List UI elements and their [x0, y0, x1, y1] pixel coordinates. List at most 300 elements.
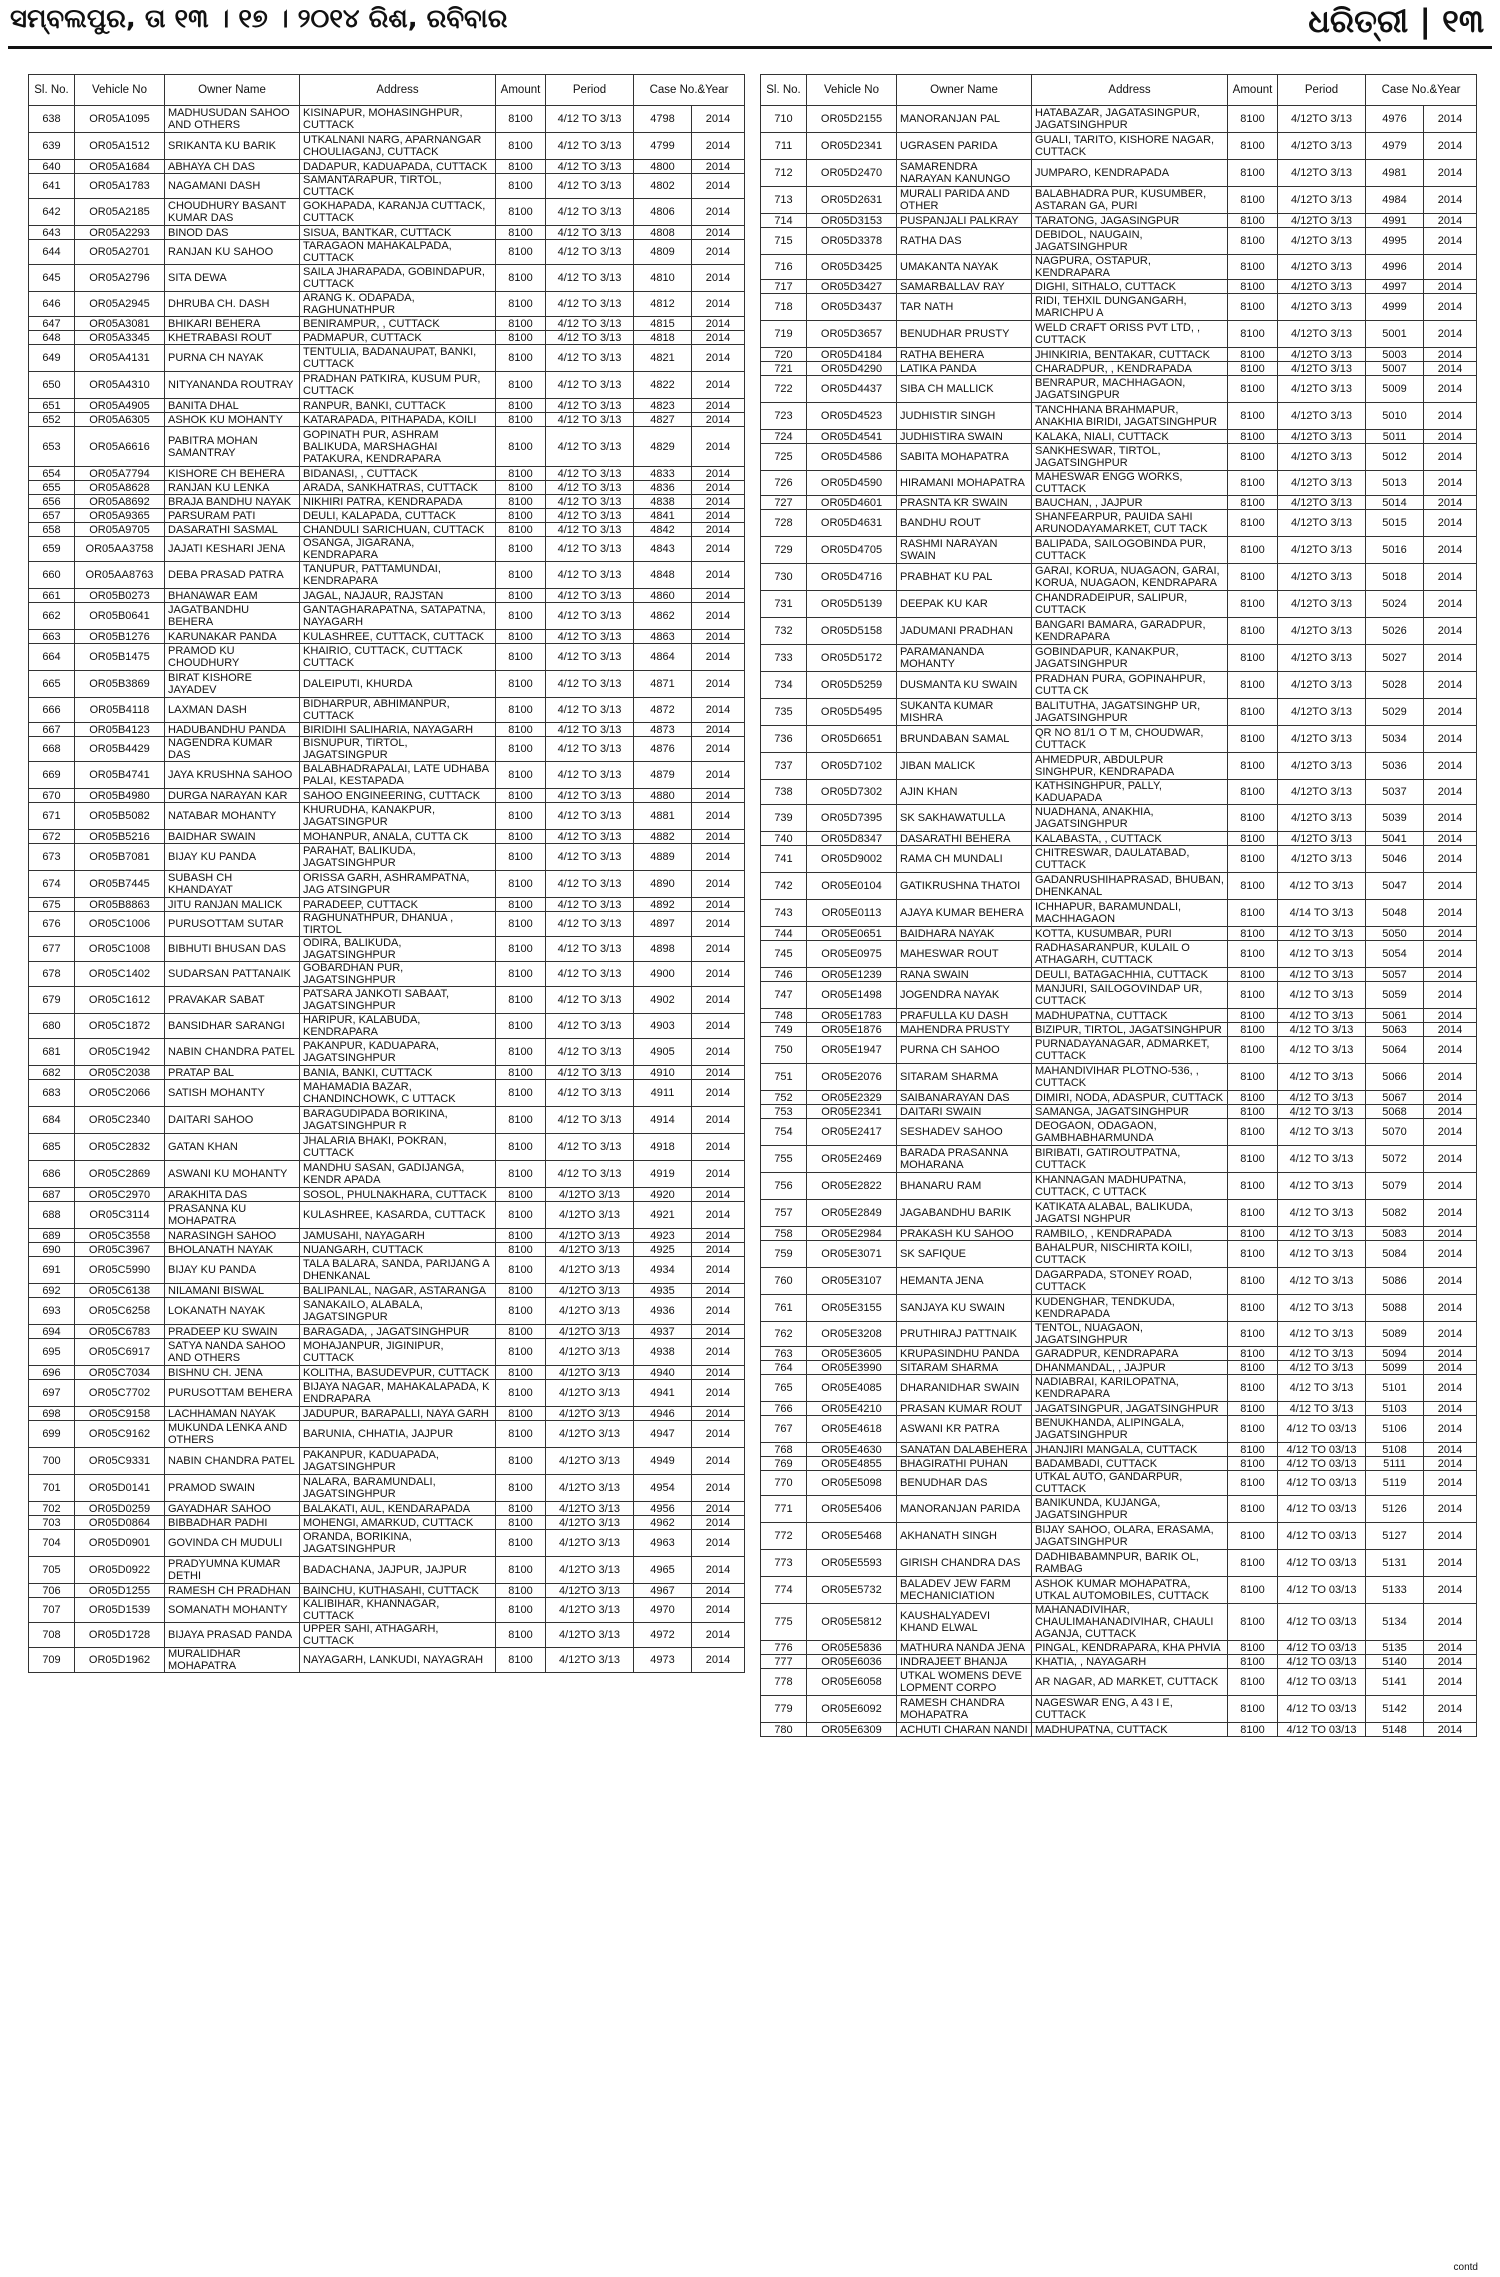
vehicle-cell: OR05C9162 [75, 1421, 165, 1448]
table-row [29, 1161, 745, 1188]
table-row [29, 1421, 745, 1448]
vehicle-cell: OR05E1239 [807, 968, 897, 982]
vehicle-cell: OR05E3107 [807, 1268, 897, 1295]
vehicle-cell: OR05D3437 [807, 294, 897, 321]
address-cell: TANCHHANA BRAHMAPUR, ANAKHIA BIRIDI, JAGATSINGHPUR [1032, 403, 1228, 430]
year-cell: 2014 [1424, 430, 1477, 444]
period-cell: 4/12 TO 3/13 [546, 331, 634, 345]
table-row [761, 510, 1477, 537]
header-owner: Owner Name [897, 75, 1032, 106]
amount-cell: 8100 [1228, 1496, 1278, 1523]
owner-cell: JAYA KRUSHNA SAHOO [165, 762, 300, 789]
address-cell: BALIPADA, SAILOGOBINDA PUR, CUTTACK [1032, 537, 1228, 564]
case-no-cell: 4827 [634, 413, 692, 427]
table-row [761, 214, 1477, 228]
period-cell: 4/12TO 3/13 [1278, 726, 1366, 753]
sl-cell: 638 [29, 106, 75, 133]
owner-cell: ABHAYA CH DAS [165, 160, 300, 174]
case-no-cell: 5050 [1366, 927, 1424, 941]
period-cell: 4/12TO 3/13 [546, 1516, 634, 1530]
year-cell: 2014 [1424, 1268, 1477, 1295]
table-row [29, 160, 745, 174]
address-cell: MANDHU SASAN, GADIJANGA, KENDR APADA [300, 1161, 496, 1188]
period-cell: 4/12TO 3/13 [1278, 564, 1366, 591]
amount-cell: 8100 [1228, 496, 1278, 510]
case-no-cell: 5099 [1366, 1361, 1424, 1375]
table-row [29, 737, 745, 762]
amount-cell: 8100 [496, 537, 546, 562]
table-row [761, 1091, 1477, 1105]
address-cell: KALAKA, NIALI, CUTTACK [1032, 430, 1228, 444]
amount-cell: 8100 [496, 265, 546, 292]
owner-cell: NAGAMANI DASH [165, 174, 300, 199]
period-cell: 4/12 TO 3/13 [546, 1080, 634, 1107]
address-cell: BENIRAMPUR, , CUTTACK [300, 317, 496, 331]
owner-cell: DURGA NARAYAN KAR [165, 789, 300, 803]
sl-cell: 738 [761, 780, 807, 805]
amount-cell: 8100 [496, 399, 546, 413]
vehicle-cell: OR05C1942 [75, 1039, 165, 1066]
owner-cell: UMAKANTA NAYAK [897, 255, 1032, 280]
owner-cell: HEMANTA JENA [897, 1268, 1032, 1295]
amount-cell: 8100 [1228, 1295, 1278, 1322]
sl-cell: 710 [761, 106, 807, 133]
amount-cell: 8100 [496, 589, 546, 603]
year-cell: 2014 [1424, 1471, 1477, 1496]
address-cell: KALIBIHAR, KHANNAGAR, CUTTACK [300, 1598, 496, 1623]
address-cell: SANAKAILO, ALABALA, JAGATSINGPUR [300, 1298, 496, 1325]
vehicle-cell: OR05D4631 [807, 510, 897, 537]
owner-cell: DEBA PRASAD PATRA [165, 562, 300, 589]
address-cell: AR NAGAR, AD MARKET, CUTTACK [1032, 1669, 1228, 1696]
address-cell: KUDENGHAR, TENDKUDA, KENDRAPADA [1032, 1295, 1228, 1322]
vehicle-cell: OR05D4586 [807, 444, 897, 471]
year-cell: 2014 [1424, 348, 1477, 362]
table-row [761, 280, 1477, 294]
period-cell: 4/12TO 3/13 [1278, 321, 1366, 348]
year-cell: 2014 [692, 345, 745, 372]
address-cell: AHMEDPUR, ABDULPUR SINGHPUR, KENDRAPADA [1032, 753, 1228, 780]
sl-cell: 755 [761, 1146, 807, 1173]
amount-cell: 8100 [496, 723, 546, 737]
address-cell: GOPINATH PUR, ASHRAM BALIKUDA, MARSHAGHAI PATAKURA, KENDRAPARA [300, 427, 496, 467]
period-cell: 4/12 TO 3/13 [546, 523, 634, 537]
amount-cell: 8100 [1228, 1723, 1278, 1737]
case-no-cell: 4956 [634, 1502, 692, 1516]
case-no-cell: 4800 [634, 160, 692, 174]
vehicle-cell: OR05E2849 [807, 1200, 897, 1227]
amount-cell: 8100 [496, 603, 546, 630]
table-row [29, 1188, 745, 1202]
period-cell: 4/14 TO 3/13 [1278, 900, 1366, 927]
sl-cell: 660 [29, 562, 75, 589]
amount-cell: 8100 [1228, 1696, 1278, 1723]
amount-cell: 8100 [496, 830, 546, 844]
amount-cell: 8100 [1228, 1361, 1278, 1375]
amount-cell: 8100 [1228, 537, 1278, 564]
table-row [29, 1039, 745, 1066]
sl-cell: 724 [761, 430, 807, 444]
case-no-cell: 5134 [1366, 1604, 1424, 1641]
address-cell: DAGARPADA, STONEY ROAD, CUTTACK [1032, 1268, 1228, 1295]
sl-cell: 639 [29, 133, 75, 160]
table-row [29, 240, 745, 265]
year-cell: 2014 [692, 1530, 745, 1557]
year-cell: 2014 [692, 160, 745, 174]
table-row [761, 1064, 1477, 1091]
sl-cell: 699 [29, 1421, 75, 1448]
sl-cell: 743 [761, 900, 807, 927]
amount-cell: 8100 [496, 1407, 546, 1421]
year-cell: 2014 [692, 1502, 745, 1516]
table-row [29, 562, 745, 589]
sl-cell: 649 [29, 345, 75, 372]
amount-cell: 8100 [496, 562, 546, 589]
sl-cell: 750 [761, 1037, 807, 1064]
table-row [761, 537, 1477, 564]
case-no-cell: 5064 [1366, 1037, 1424, 1064]
owner-cell: SAMARBALLAV RAY [897, 280, 1032, 294]
sl-cell: 696 [29, 1366, 75, 1380]
address-cell: JHANJIRI MANGALA, CUTTACK [1032, 1443, 1228, 1457]
year-cell: 2014 [692, 1516, 745, 1530]
owner-cell: ASWANI KU MOHANTY [165, 1161, 300, 1188]
owner-cell: PRADEEP KU SWAIN [165, 1325, 300, 1339]
sl-cell: 669 [29, 762, 75, 789]
address-cell: MOHANPUR, ANALA, CUTTA CK [300, 830, 496, 844]
address-cell: JAGAL, NAJAUR, RAJSTAN [300, 589, 496, 603]
vehicle-cell: OR05E1876 [807, 1023, 897, 1037]
address-cell: JAMUSAHI, NAYAGARH [300, 1229, 496, 1243]
year-cell: 2014 [1424, 1375, 1477, 1402]
case-no-cell: 4836 [634, 481, 692, 495]
amount-cell: 8100 [1228, 753, 1278, 780]
table-row [761, 1723, 1477, 1737]
year-cell: 2014 [1424, 1696, 1477, 1723]
owner-cell: BANDHU ROUT [897, 510, 1032, 537]
amount-cell: 8100 [496, 1014, 546, 1039]
owner-cell: NITYANANDA ROUTRAY [165, 372, 300, 399]
case-no-cell: 4871 [634, 671, 692, 698]
page-header [0, 0, 1500, 52]
period-cell: 4/12 TO 3/13 [546, 345, 634, 372]
amount-cell: 8100 [1228, 430, 1278, 444]
sl-cell: 704 [29, 1530, 75, 1557]
address-cell: BIRIBATI, GATIROUTPATNA, CUTTACK [1032, 1146, 1228, 1173]
address-cell: BALABHADRAPALAI, LATE UDHABA PALAI, KESTAPADA [300, 762, 496, 789]
sl-cell: 720 [761, 348, 807, 362]
period-cell: 4/12 TO 3/13 [546, 537, 634, 562]
vehicle-cell: OR05D4590 [807, 471, 897, 496]
case-no-cell: 4802 [634, 174, 692, 199]
table-row [29, 1598, 745, 1623]
address-cell: NAYAGARH, LANKUDI, NAYAGRAH [300, 1648, 496, 1673]
owner-cell: SUDARSAN PATTANAIK [165, 962, 300, 987]
period-cell: 4/12TO 3/13 [1278, 376, 1366, 403]
year-cell: 2014 [1424, 1577, 1477, 1604]
amount-cell: 8100 [1228, 672, 1278, 699]
address-cell: KATIKATA ALABAL, BALIKUDA, JAGATSI NGHPUR [1032, 1200, 1228, 1227]
year-cell: 2014 [1424, 1550, 1477, 1577]
owner-cell: RANA SWAIN [897, 968, 1032, 982]
amount-cell: 8100 [1228, 832, 1278, 846]
case-no-cell: 5001 [1366, 321, 1424, 348]
period-cell: 4/12 TO 3/13 [546, 481, 634, 495]
case-no-cell: 5054 [1366, 941, 1424, 968]
address-cell: KOTTA, KUSUMBAR, PURI [1032, 927, 1228, 941]
case-no-cell: 4920 [634, 1188, 692, 1202]
vehicle-cell: OR05A8628 [75, 481, 165, 495]
table-row [761, 1200, 1477, 1227]
address-cell: PINGAL, KENDRAPARA, KHA PHVIA [1032, 1641, 1228, 1655]
period-cell: 4/12TO 3/13 [1278, 672, 1366, 699]
year-cell: 2014 [1424, 1146, 1477, 1173]
table-row [761, 1173, 1477, 1200]
period-cell: 4/12TO 3/13 [1278, 645, 1366, 672]
period-cell: 4/12TO 3/13 [546, 1298, 634, 1325]
period-cell: 4/12TO 3/13 [1278, 348, 1366, 362]
case-no-cell: 4892 [634, 898, 692, 912]
owner-cell: SAIBANARAYAN DAS [897, 1091, 1032, 1105]
owner-cell: RATHA BEHERA [897, 348, 1032, 362]
table-row [761, 1402, 1477, 1416]
owner-cell: BANSIDHAR SARANGI [165, 1014, 300, 1039]
sl-cell: 719 [761, 321, 807, 348]
vehicle-cell: OR05C2869 [75, 1161, 165, 1188]
amount-cell: 8100 [1228, 1641, 1278, 1655]
amount-cell: 8100 [496, 331, 546, 345]
year-cell: 2014 [1424, 1105, 1477, 1119]
year-cell: 2014 [1424, 780, 1477, 805]
case-no-cell: 5028 [1366, 672, 1424, 699]
address-cell: KISINAPUR, MOHASINGHPUR, CUTTACK [300, 106, 496, 133]
case-no-cell: 4864 [634, 644, 692, 671]
period-cell: 4/12 TO 03/13 [1278, 1496, 1366, 1523]
amount-cell: 8100 [496, 509, 546, 523]
owner-cell: BAIDHARA NAYAK [897, 927, 1032, 941]
case-no-cell: 5037 [1366, 780, 1424, 805]
address-cell: MAHESWAR ENGG WORKS, CUTTACK [1032, 471, 1228, 496]
table-row [761, 1361, 1477, 1375]
year-cell: 2014 [1424, 403, 1477, 430]
period-cell: 4/12 TO 03/13 [1278, 1577, 1366, 1604]
owner-cell: SESHADEV SAHOO [897, 1119, 1032, 1146]
table-row [29, 1257, 745, 1284]
period-cell: 4/12TO 3/13 [546, 1202, 634, 1229]
vehicle-cell: OR05E2984 [807, 1227, 897, 1241]
case-no-cell: 5012 [1366, 444, 1424, 471]
owner-cell: JUDHISTIR SINGH [897, 403, 1032, 430]
sl-cell: 692 [29, 1284, 75, 1298]
case-no-cell: 5057 [1366, 968, 1424, 982]
period-cell: 4/12 TO 03/13 [1278, 1723, 1366, 1737]
table-row [29, 1339, 745, 1366]
period-cell: 4/12TO 3/13 [1278, 780, 1366, 805]
address-cell: DALEIPUTI, KHURDA [300, 671, 496, 698]
vehicle-cell: OR05E5406 [807, 1496, 897, 1523]
period-cell: 4/12 TO 3/13 [1278, 1361, 1366, 1375]
case-no-cell: 4806 [634, 199, 692, 226]
table-row [29, 962, 745, 987]
period-cell: 4/12TO 3/13 [1278, 753, 1366, 780]
amount-cell: 8100 [1228, 1037, 1278, 1064]
period-cell: 4/12TO 3/13 [546, 1598, 634, 1623]
address-cell: PURNADAYANAGAR, ADMARKET, CUTTACK [1032, 1037, 1228, 1064]
amount-cell: 8100 [496, 1557, 546, 1584]
table-row [761, 873, 1477, 900]
year-cell: 2014 [692, 523, 745, 537]
case-no-cell: 4882 [634, 830, 692, 844]
address-cell: MANJURI, SAILOGOVINDAP UR, CUTTACK [1032, 982, 1228, 1009]
year-cell: 2014 [1424, 1119, 1477, 1146]
sl-cell: 676 [29, 912, 75, 937]
case-no-cell: 5007 [1366, 362, 1424, 376]
period-cell: 4/12 TO 3/13 [546, 762, 634, 789]
owner-cell: LAXMAN DASH [165, 698, 300, 723]
year-cell: 2014 [1424, 1347, 1477, 1361]
year-cell: 2014 [1424, 1402, 1477, 1416]
amount-cell: 8100 [496, 413, 546, 427]
table-row [29, 1134, 745, 1161]
vehicle-cell: OR05E3208 [807, 1322, 897, 1347]
table-row [29, 1530, 745, 1557]
amount-cell: 8100 [496, 467, 546, 481]
address-cell: KHAIRIO, CUTTACK, CUTTACK CUTTACK [300, 644, 496, 671]
year-cell: 2014 [692, 844, 745, 871]
table-row [761, 1227, 1477, 1241]
table-row [761, 1105, 1477, 1119]
vehicle-cell: OR05A6305 [75, 413, 165, 427]
amount-cell: 8100 [1228, 510, 1278, 537]
amount-cell: 8100 [1228, 214, 1278, 228]
owner-cell: PARSURAM PATI [165, 509, 300, 523]
table-row [761, 832, 1477, 846]
table-row [29, 898, 745, 912]
year-cell: 2014 [692, 987, 745, 1014]
table-row [29, 509, 745, 523]
header-owner: Owner Name [165, 75, 300, 106]
year-cell: 2014 [692, 603, 745, 630]
table-row [761, 133, 1477, 160]
owner-cell: AKHANATH SINGH [897, 1523, 1032, 1550]
address-cell: KATHSINGHPUR, PALLY, KADUAPADA [1032, 780, 1228, 805]
owner-cell: SABITA MOHAPATRA [897, 444, 1032, 471]
period-cell: 4/12 TO 3/13 [546, 317, 634, 331]
vehicle-cell: OR05A3345 [75, 331, 165, 345]
address-cell: NUADHANA, ANAKHIA, JAGATSINGHPUR [1032, 805, 1228, 832]
period-cell: 4/12TO 3/13 [1278, 255, 1366, 280]
year-cell: 2014 [692, 1448, 745, 1475]
period-cell: 4/12 TO 3/13 [1278, 1241, 1366, 1268]
case-no-cell: 5013 [1366, 471, 1424, 496]
case-no-cell: 5026 [1366, 618, 1424, 645]
year-cell: 2014 [1424, 726, 1477, 753]
sl-cell: 769 [761, 1457, 807, 1471]
period-cell: 4/12TO 3/13 [1278, 618, 1366, 645]
sl-cell: 744 [761, 927, 807, 941]
amount-cell: 8100 [1228, 618, 1278, 645]
address-cell: CHARADPUR, , KENDRAPADA [1032, 362, 1228, 376]
amount-cell: 8100 [496, 644, 546, 671]
sl-cell: 702 [29, 1502, 75, 1516]
case-no-cell: 4900 [634, 962, 692, 987]
sl-cell: 674 [29, 871, 75, 898]
header-sl: Sl. No. [29, 75, 75, 106]
year-cell: 2014 [692, 265, 745, 292]
period-cell: 4/12TO 3/13 [546, 1448, 634, 1475]
table-row [761, 348, 1477, 362]
owner-cell: RANJAN KU SAHOO [165, 240, 300, 265]
sl-cell: 707 [29, 1598, 75, 1623]
case-no-cell: 4947 [634, 1421, 692, 1448]
table-row [761, 1347, 1477, 1361]
address-cell: HATABAZAR, JAGATASINGPUR, JAGATSINGHPUR [1032, 106, 1228, 133]
address-cell: RAMBILO, , KENDRAPADA [1032, 1227, 1228, 1241]
owner-cell: SATISH MOHANTY [165, 1080, 300, 1107]
table-row [761, 726, 1477, 753]
year-cell: 2014 [692, 871, 745, 898]
case-no-cell: 5018 [1366, 564, 1424, 591]
table-row [29, 1325, 745, 1339]
sl-cell: 722 [761, 376, 807, 403]
sl-cell: 697 [29, 1380, 75, 1407]
owner-cell: BALADEV JEW FARM MECHANICIATION [897, 1577, 1032, 1604]
owner-cell: NAGENDRA KUMAR DAS [165, 737, 300, 762]
sl-cell: 748 [761, 1009, 807, 1023]
vehicle-cell: OR05E0113 [807, 900, 897, 927]
table-row [761, 1641, 1477, 1655]
amount-cell: 8100 [496, 671, 546, 698]
period-cell: 4/12 TO 3/13 [546, 698, 634, 723]
case-no-cell: 4873 [634, 723, 692, 737]
table-row [29, 467, 745, 481]
vehicle-cell: OR05D3425 [807, 255, 897, 280]
vehicle-cell: OR05B5216 [75, 830, 165, 844]
sl-cell: 682 [29, 1066, 75, 1080]
amount-cell: 8100 [496, 1298, 546, 1325]
year-cell: 2014 [1424, 106, 1477, 133]
sl-cell: 731 [761, 591, 807, 618]
address-cell: PAKANPUR, KADUAPADA, JAGATSINGHPUR [300, 1448, 496, 1475]
year-cell: 2014 [692, 1080, 745, 1107]
header-vehicle: Vehicle No [807, 75, 897, 106]
address-cell: PRADHAN PATKIRA, KUSUM PUR, CUTTACK [300, 372, 496, 399]
table-row [29, 345, 745, 372]
table-row [761, 591, 1477, 618]
address-cell: UTKALNANI NARG, APARNANGAR CHOULIAGANJ, CUTTACK [300, 133, 496, 160]
owner-cell: JIBAN MALICK [897, 753, 1032, 780]
case-no-cell: 4962 [634, 1516, 692, 1530]
sl-cell: 767 [761, 1416, 807, 1443]
case-no-cell: 4872 [634, 698, 692, 723]
period-cell: 4/12 TO 3/13 [546, 671, 634, 698]
table-row [761, 255, 1477, 280]
vehicle-cell: OR05D4184 [807, 348, 897, 362]
table-row [29, 317, 745, 331]
year-cell: 2014 [692, 413, 745, 427]
sl-cell: 644 [29, 240, 75, 265]
owner-cell: PRAMOD KU CHOUDHURY [165, 644, 300, 671]
amount-cell: 8100 [1228, 645, 1278, 672]
table-row [761, 1655, 1477, 1669]
vehicle-cell: OR05C3967 [75, 1243, 165, 1257]
case-no-cell: 4889 [634, 844, 692, 871]
table-row [29, 399, 745, 413]
table-row [761, 376, 1477, 403]
amount-cell: 8100 [496, 1516, 546, 1530]
case-no-cell: 4946 [634, 1407, 692, 1421]
owner-cell: INDRAJEET BHANJA [897, 1655, 1032, 1669]
